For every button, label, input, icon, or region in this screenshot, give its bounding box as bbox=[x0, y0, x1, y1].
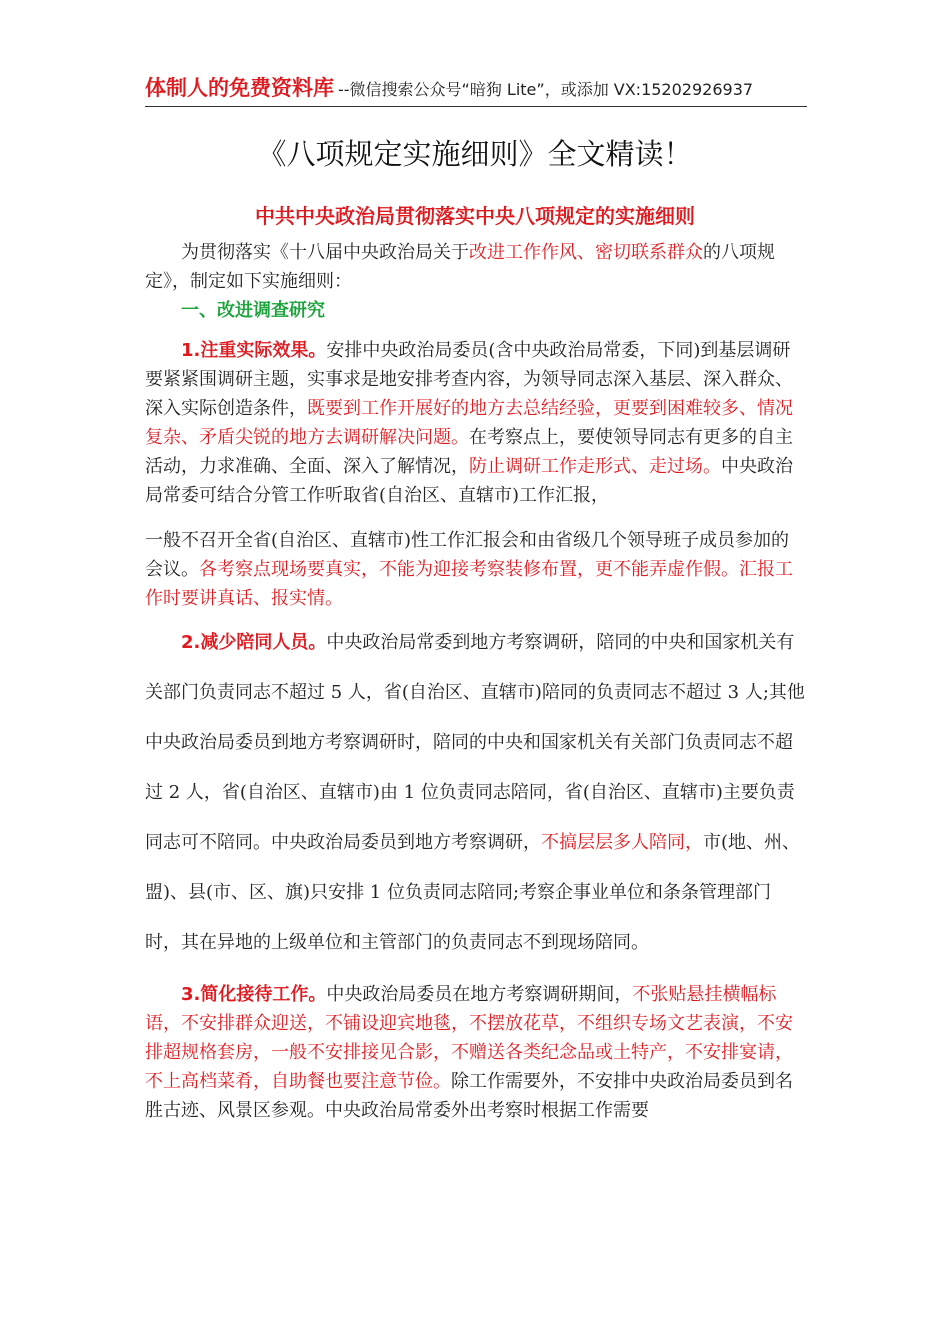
item-1-heading: 1.注重实际效果。 bbox=[181, 340, 327, 361]
item-2-highlight: 不搞层层多人陪同， bbox=[541, 832, 703, 853]
header-note: --微信搜索公众号“暗狗 Lite”，或添加 VX:15202926937 bbox=[338, 80, 754, 99]
item-1-text-3: 中央政治局常委可结合分管工作听取省(自治区、直辖市)工作汇报， bbox=[145, 456, 793, 506]
page-subtitle: 中共中央政治局贯彻落实中央八项规定的实施细则 bbox=[255, 204, 695, 228]
intro-paragraph bbox=[145, 238, 807, 296]
intro-highlight: 改进工作作风、密切联系群众 bbox=[469, 242, 703, 263]
item-3-heading: 3.简化接待工作。 bbox=[181, 984, 327, 1005]
document-header bbox=[145, 72, 807, 107]
item-1-highlight-2: 防止调研工作走形式、走过场。 bbox=[469, 456, 721, 477]
item-1-paragraph-b bbox=[145, 526, 807, 613]
item-1-highlight-1: 既要到工作开展好的地方去总结经验，更要到困难较多、情况复杂、矛盾尖锐的地方去调研解决问题。 bbox=[145, 398, 793, 448]
item-1-text-1: 安排中央政治局委员(含中央政治局常委，下同)到基层调研要紧紧围调研主题，实事求是地安排考查内容，为领导同志深入基层、深入群众、深入实际创造条件， bbox=[145, 340, 793, 419]
intro-text-1: 为贯彻落实《十八届中央政治局关于 bbox=[181, 242, 469, 263]
item-2-heading: 2.减少陪同人员。 bbox=[181, 632, 327, 653]
item-2-paragraph bbox=[145, 618, 807, 968]
item-2-text-2: 市(地、州、盟)、县(市、区、旗)只安排 1 位负责同志陪同;考察企事业单位和条条管理部门时，其在异地的上级单位和主管部门的负责同志不到现场陪同。 bbox=[145, 832, 801, 953]
item-1-highlight-3: 各考察点现场要真实，不能为迎接考察装修布置，更不能弄虚作假。汇报工作时要讲真话、报实情。 bbox=[145, 559, 793, 609]
item-1-paragraph-a bbox=[145, 336, 807, 510]
brand-label: 体制人的免费资料库 bbox=[145, 76, 334, 100]
item-3-text-1: 中央政治局委员在地方考察调研期间， bbox=[326, 984, 633, 1005]
item-3-paragraph bbox=[145, 980, 807, 1125]
intro-text-2: 的八项规定》，制定如下实施细则： bbox=[145, 242, 775, 292]
section-1-heading: 一、改进调查研究 bbox=[181, 300, 325, 321]
section-heading bbox=[145, 296, 807, 325]
item-3-text-2: 除工作需要外，不安排中央政治局委员到名胜古迹、风景区参观。中央政治局常委外出考察时根据工作需要 bbox=[145, 1071, 793, 1121]
page-title: 《八项规定实施细则》全文精读！ bbox=[257, 137, 693, 171]
item-1-text-2: 在考察点上，要使领导同志有更多的自主活动，力求准确、全面、深入了解情况， bbox=[145, 427, 793, 477]
item-2-text-1: 中央政治局常委到地方考察调研，陪同的中央和国家机关有关部门负责同志不超过 5 人，省(自治区、直辖市)陪同的负责同志不超过 3 人;其他中央政治局委员到地方考察调研时，陪同的中央和国家机关有关部门负责同志不超过 2 人，省(自治区、直辖市)由 1 位负责同志陪同，省(自治区、直辖市)主要负责同志可不陪同。中央政治局委员到地方考察调研， bbox=[145, 632, 805, 853]
item-3-highlight: 不张贴悬挂横幅标语，不安排群众迎送，不铺设迎宾地毯，不摆放花草，不组织专场文艺表演，不安排超规格套房，一般不安排接见合影，不赠送各类纪念品或土特产，不安排宴请，不上高档菜肴，自助餐也要注意节俭。 bbox=[145, 984, 793, 1092]
document-body bbox=[145, 238, 807, 1125]
item-1-text-4: 一般不召开全省(自治区、直辖市)性工作汇报会和由省级几个领导班子成员参加的会议。 bbox=[145, 530, 790, 580]
